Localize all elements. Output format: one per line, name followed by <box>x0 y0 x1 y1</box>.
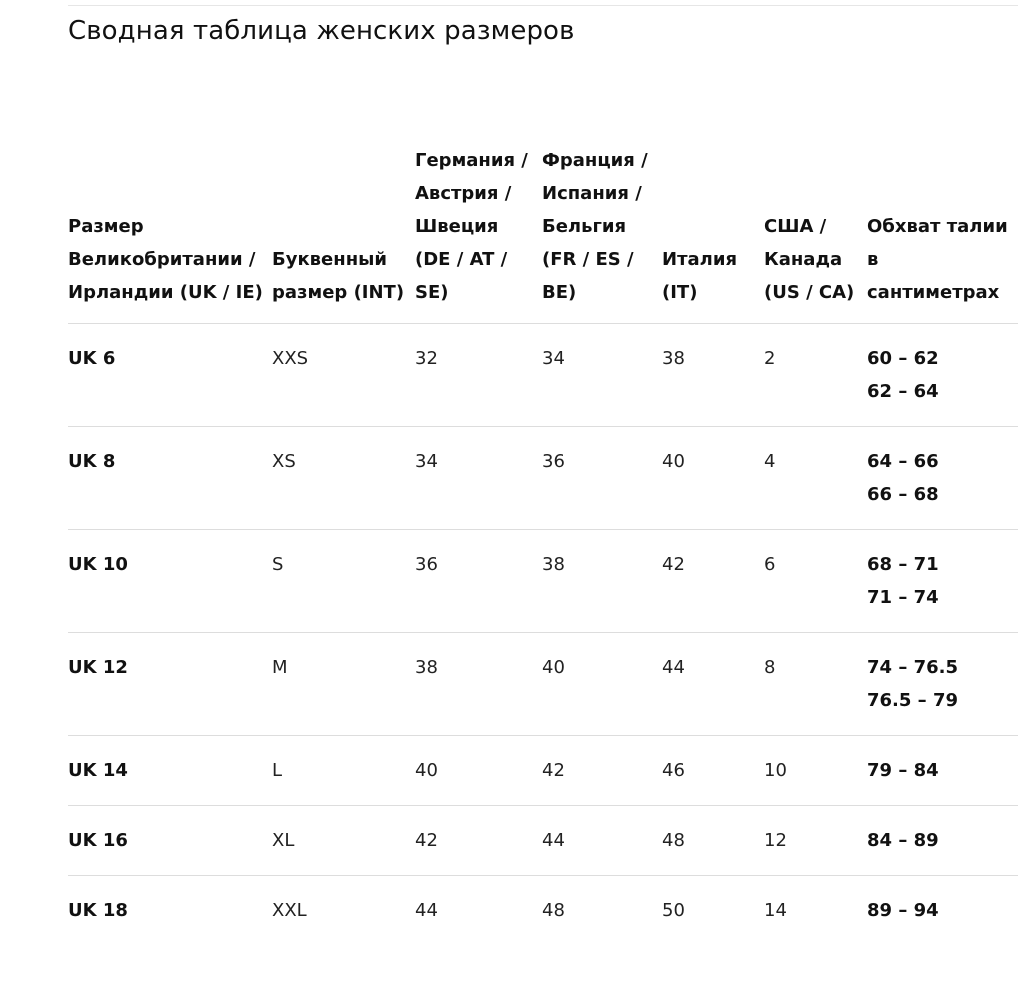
table-row <box>68 735 1018 805</box>
fr-size-cell: 42 <box>542 735 662 805</box>
table-row <box>68 323 1018 426</box>
table-row <box>68 632 1018 735</box>
waist-range: 74 – 76.5 <box>867 656 958 678</box>
letter-size-cell: M <box>272 632 415 735</box>
table-row <box>68 805 1018 875</box>
it-size-cell: 44 <box>662 632 764 735</box>
waist-cell <box>867 632 1018 735</box>
it-size-cell: 38 <box>662 323 764 426</box>
us-size-cell: 8 <box>764 632 867 735</box>
header-de-size: Германия / Австрия / Швеция (DE / AT / SE) <box>415 96 542 323</box>
de-size-cell: 32 <box>415 323 542 426</box>
letter-size-cell: XXS <box>272 323 415 426</box>
size-table <box>68 96 1018 945</box>
us-size-cell: 10 <box>764 735 867 805</box>
uk-size-cell: UK 10 <box>68 529 272 632</box>
waist-cell <box>867 805 1018 875</box>
table-body <box>68 323 1018 945</box>
waist-range: 71 – 74 <box>867 586 939 608</box>
table-row <box>68 875 1018 945</box>
waist-range: 84 – 89 <box>867 829 939 851</box>
header-us-size: США / Канада (US / CA) <box>764 96 867 323</box>
us-size-cell: 12 <box>764 805 867 875</box>
uk-size-cell: UK 8 <box>68 426 272 529</box>
letter-size-cell: L <box>272 735 415 805</box>
uk-size-cell: UK 16 <box>68 805 272 875</box>
uk-size-cell: UK 6 <box>68 323 272 426</box>
table-row <box>68 529 1018 632</box>
header-row <box>68 96 1018 323</box>
us-size-cell: 2 <box>764 323 867 426</box>
waist-cell <box>867 323 1018 426</box>
header-fr-size: Франция / Испания / Бельгия (FR / ES / BE) <box>542 96 662 323</box>
waist-range: 62 – 64 <box>867 380 939 402</box>
header-waist: Обхват талии в сантиметрах <box>867 96 1018 323</box>
waist-range: 68 – 71 <box>867 553 939 575</box>
top-divider <box>68 5 1018 6</box>
waist-range: 79 – 84 <box>867 759 939 781</box>
size-chart <box>68 96 1018 945</box>
waist-cell <box>867 529 1018 632</box>
fr-size-cell: 44 <box>542 805 662 875</box>
fr-size-cell: 34 <box>542 323 662 426</box>
it-size-cell: 48 <box>662 805 764 875</box>
waist-range: 60 – 62 <box>867 347 939 369</box>
uk-size-cell: UK 12 <box>68 632 272 735</box>
waist-range: 66 – 68 <box>867 483 939 505</box>
de-size-cell: 34 <box>415 426 542 529</box>
table-row <box>68 426 1018 529</box>
waist-range: 76.5 – 79 <box>867 689 958 711</box>
us-size-cell: 14 <box>764 899 787 921</box>
fr-size-cell: 38 <box>542 529 662 632</box>
us-size-cell: 6 <box>764 529 867 632</box>
fr-size-cell: 36 <box>542 426 662 529</box>
header-uk-size: Размер Великобритании / Ирландии (UK / IE) <box>68 96 272 323</box>
it-size-cell: 42 <box>662 529 764 632</box>
de-size-cell: 42 <box>415 805 542 875</box>
letter-size-cell: XL <box>272 805 415 875</box>
waist-range: 64 – 66 <box>867 450 939 472</box>
waist-cell <box>867 426 1018 529</box>
header-letter-size: Буквенный размер (INT) <box>272 96 415 323</box>
de-size-cell: 38 <box>415 632 542 735</box>
letter-size-cell: S <box>272 529 415 632</box>
waist-cell <box>867 875 1018 945</box>
letter-size-cell: XXL <box>272 899 307 921</box>
fr-size-cell: 48 <box>542 899 565 921</box>
it-size-cell: 46 <box>662 735 764 805</box>
de-size-cell: 44 <box>415 899 438 921</box>
fr-size-cell: 40 <box>542 632 662 735</box>
header-it-size: Италия (IT) <box>662 96 764 323</box>
de-size-cell: 40 <box>415 735 542 805</box>
it-size-cell: 50 <box>662 899 685 921</box>
page-title: Сводная таблица женских размеров <box>68 16 575 46</box>
it-size-cell: 40 <box>662 426 764 529</box>
uk-size-cell: UK 18 <box>68 899 128 921</box>
de-size-cell: 36 <box>415 529 542 632</box>
waist-range: 89 – 94 <box>867 899 939 921</box>
waist-cell <box>867 735 1018 805</box>
us-size-cell: 4 <box>764 426 867 529</box>
uk-size-cell: UK 14 <box>68 735 272 805</box>
letter-size-cell: XS <box>272 426 415 529</box>
